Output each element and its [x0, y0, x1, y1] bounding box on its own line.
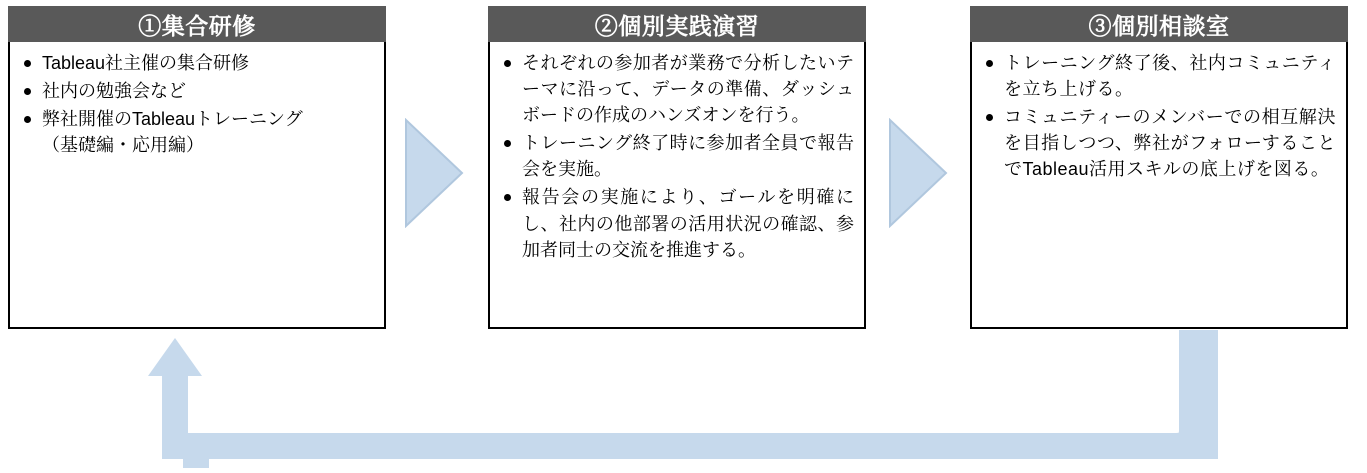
process-step-3 [970, 6, 1348, 331]
step-2-item-3-text: 報告会の実施により、ゴールを明確にし、社内の他部署の活用状況の確認、参加者同士の交流を推進する。 [522, 187, 854, 260]
step-2-item-1-text: それぞれの参加者が業務で分析したいテーマに沿って、データの準備、ダッシュボードの作成のハンズオンを行う。 [522, 53, 854, 126]
feedback-loop-arrow-icon [0, 330, 1367, 468]
process-step-1 [8, 6, 386, 331]
process-step-2 [488, 6, 866, 331]
step-1-list [18, 50, 374, 158]
list-item [18, 50, 374, 76]
step-1-item-2-text: 社内の勉強会など [42, 81, 186, 102]
list-item [18, 78, 374, 104]
step-2-item-2-text: トレーニング終了時に参加者全員で報告会を実施。 [522, 133, 854, 180]
step-2-header: ②個別実践演習 [488, 6, 866, 42]
list-item [498, 50, 854, 128]
step-3-header: ③個別相談室 [970, 6, 1348, 42]
step-1-item-1-text: Tableau社主催の集合研修 [42, 53, 250, 73]
chevron-right-icon-2 [888, 118, 948, 233]
step-2-list [498, 50, 854, 263]
list-item [498, 130, 854, 182]
step-1-item-3-subtext: （基礎編・応用編） [42, 135, 204, 156]
step-3-item-1-text: トレーニング終了後、社内コミュニティを立ち上げる。 [1004, 53, 1336, 100]
step-3-body [970, 42, 1348, 329]
step-3-item-2-text: コミュニティーのメンバーでの相互解決を目指しつつ、弊社がフォローすることでTableau活用スキルの底上げを図る。 [1004, 107, 1336, 180]
step-2-body [488, 42, 866, 329]
step-3-list [980, 50, 1336, 182]
step-1-body [8, 42, 386, 329]
chevron-right-icon-1 [404, 118, 464, 233]
step-1-item-3-text: 弊社開催のTableauトレーニング [42, 109, 303, 130]
list-item [18, 106, 374, 158]
list-item [980, 104, 1336, 182]
step-1-header: ①集合研修 [8, 6, 386, 42]
list-item [498, 184, 854, 262]
list-item [980, 50, 1336, 102]
